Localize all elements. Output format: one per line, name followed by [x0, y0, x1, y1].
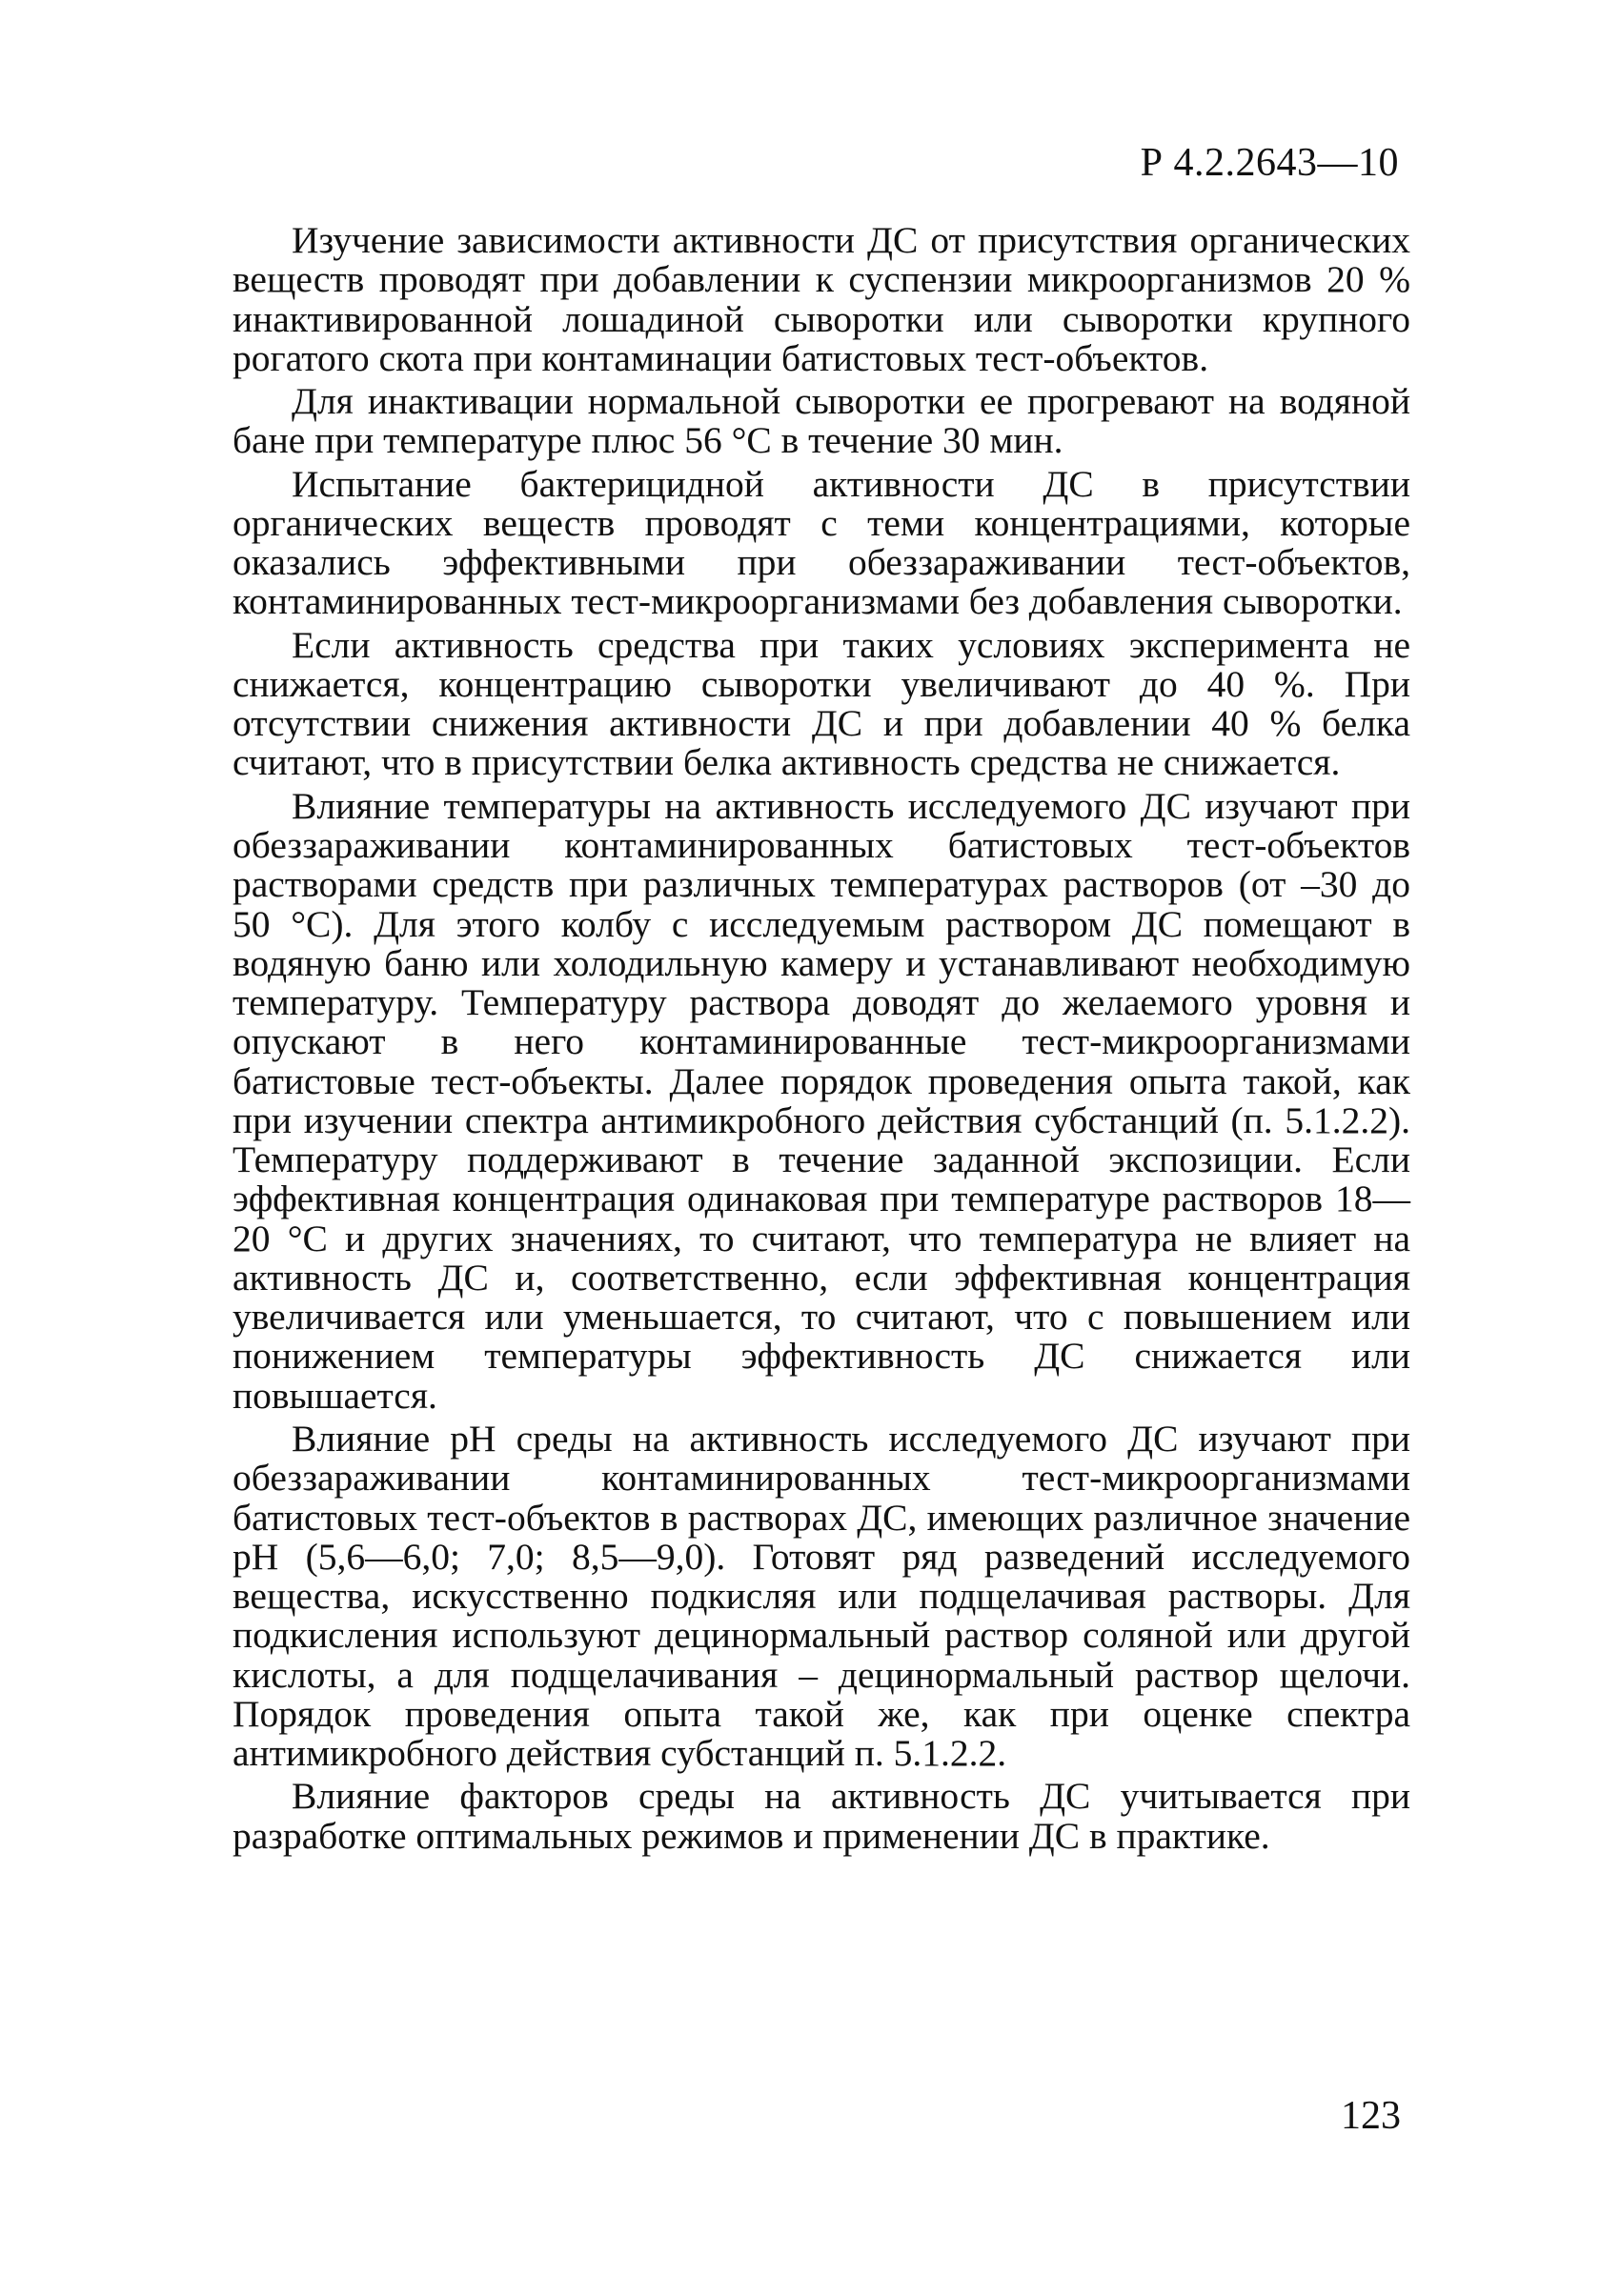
paragraph-organic-substances: Изучение зависимости активности ДС от присутствия органических веществ проводят при добавлении к суспензии микроорганизмов 20 % инактивированной лошадиной сыворотки или сыворотки крупного рогатого скота при контаминации батистовых тест-объектов.	[233, 219, 1410, 379]
paragraph-environment-factors: Влияние факторов среды на активность ДС учитывается при разработке оптимальных режимов и применении ДС в практике.	[233, 1775, 1410, 1857]
paragraph-bactericidal-testing: Испытание бактерицидной активности ДС в присутствии органических веществ проводят с теми концентрациями, которые оказались эффективными при обеззараживании тест-объектов, контаминированных тест-микроорганизмами без добавления сыворотки.	[233, 462, 1410, 623]
paragraph-serum-inactivation: Для инактивации нормальной сыворотки ее прогревают на водяной бане при температуре плюс 56 °С в течение 30 мин.	[233, 380, 1410, 462]
paragraph-ph-effect: Влияние pH среды на активность исследуемого ДС изучают при обеззараживании контаминированных тест-микроорганизмами батистовых тест-объектов в растворах ДС, имеющих различное значение pH (5,6—6,0; 7,0; 8,5—9,0). Готовят ряд разведений исследуемого вещества, искусственно подкисляя или подщелачивая растворы. Для подкисления используют децинормальный раствор соляной или другой кислоты, а для подщелачивания – децинормальный раствор щелочи. Порядок проведения опыта такой же, как при оценке спектра антимикробного действия субстанций п. 5.1.2.2.	[233, 1417, 1410, 1775]
page-number: 123	[1341, 2094, 1401, 2138]
document-body	[233, 221, 1410, 1856]
paragraph-serum-concentration: Если активность средства при таких условиях эксперимента не снижается, концентрацию сыворотки увеличивают до 40 %. При отсутствии снижения активности ДС и при добавлении 40 % белка считают, что в присутствии белка активность средства не снижается.	[233, 623, 1410, 784]
paragraph-temperature-effect: Влияние температуры на активность исследуемого ДС изучают при обеззараживании контаминированных батистовых тест-объектов растворами средств при различных температурах растворов (от –30 до 50 °С). Для этого колбу с исследуемым раствором ДС помещают в водяную баню или холодильную камеру и устанавливают необходимую температуру. Температуру раствора доводят до желаемого уровня и опускают в него контаминированные тест-микроорганизмами батистовые тест-объекты. Далее порядок проведения опыта такой, как при изучении спектра антимикробного действия субстанций (п. 5.1.2.2). Температуру поддерживают в течение заданной экспозиции. Если эффективная концентрация одинаковая при температуре растворов 18—20 °С и других значениях, то считают, что температура не влияет на активность ДС и, соответственно, если эффективная концентрация увеличивается или уменьшается, то считают, что с повышением или понижением температуры эффективность ДС снижается или повышается.	[233, 784, 1410, 1417]
document-code: Р 4.2.2643—10	[1140, 141, 1399, 185]
